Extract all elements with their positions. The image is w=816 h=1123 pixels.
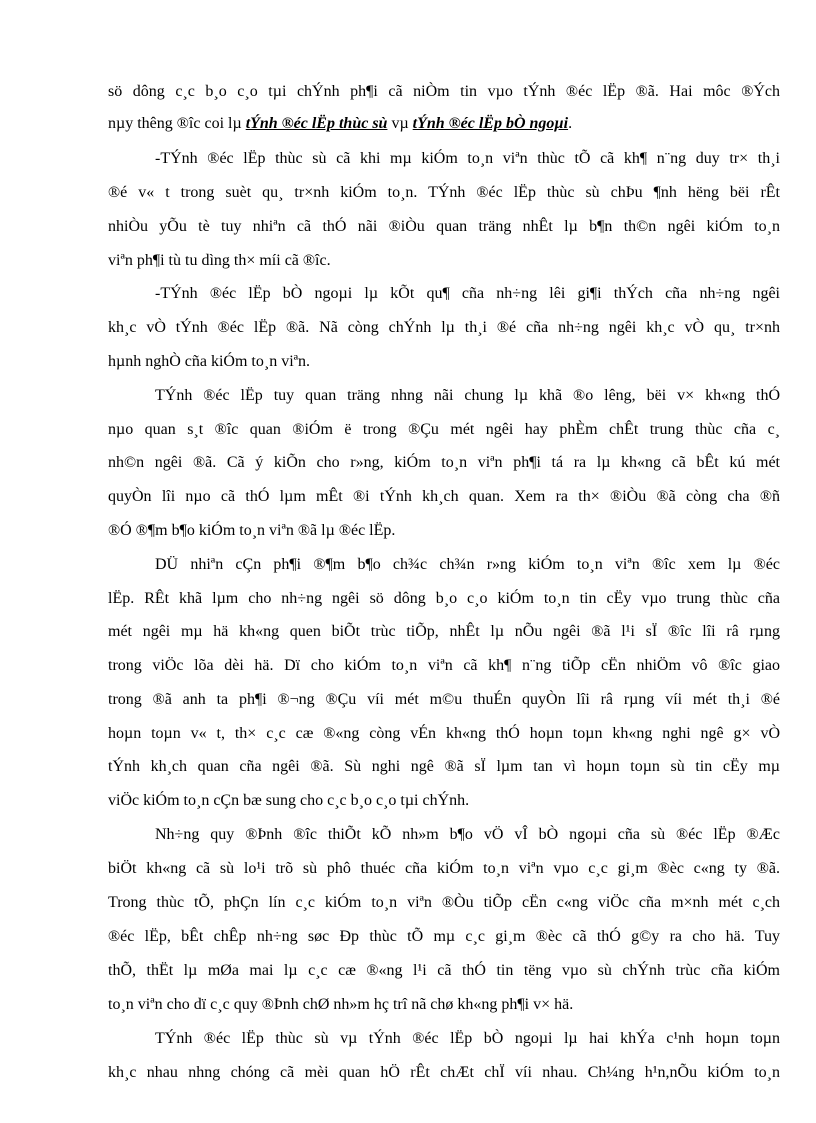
text-line: DÜ nhiªn cÇn ph¶i ®¶m b¶o ch¾c ch¾n r»ng kiÓm to¸n viªn ®îc xem lµ ®éc (155, 556, 780, 573)
text-line: trong viÖc lõa dèi hä. Dï cho kiÓm to¸n viªn cã kh¶ n¨ng tiÕp cËn nhiÖm vô ®îc giao (108, 657, 780, 674)
text-line: nhiÒu yÕu tè tuy nhiªn cã thÓ nãi ®iÒu quan träng nhÊt lµ b¶n th©n ngêi kiÓm to¸n (108, 218, 780, 235)
text-line: ®é v« t trong suèt qu¸ tr×nh kiÓm to¸n. TÝnh ®éc lËp thùc sù chÞu ¶nh hëng bëi rÊt (108, 184, 780, 201)
text-line: hoµn toµn v« t, th× c¸c cæ ®«ng còng vÉn kh«ng thÓ hoµn toµn kh«ng nghi ngê g× vÒ (108, 725, 780, 742)
text-run: vµ (387, 115, 413, 132)
text-line: sö dông c¸c b¸o c¸o tµi chÝnh ph¶i cã niÒm tin vµo tÝnh ®éc lËp ®ã. Hai môc ®Ých (108, 83, 780, 100)
text-line: hµnh nghÒ cña kiÓm to¸n viªn. (108, 353, 311, 370)
text-line: quyÒn lîi nµo cã thÓ lµm mÊt ®i tÝnh kh¸ch quan. Xem ra th× ®iÒu ®ã còng cha ®ñ (108, 488, 780, 505)
text-line: mét ngêi mµ hä kh«ng quen biÕt trùc tiÕp, nhÊt lµ nÕu ngêi ®ã l¹i sÏ ®îc lîi râ rµng (108, 623, 780, 640)
text-line: to¸n viªn cho dï c¸c quy ®Þnh chØ nh»m hç trî nã chø kh«ng ph¶i v× hä. (108, 996, 574, 1013)
text-line: thÕ, thËt lµ mØa mai lµ c¸c cæ ®«ng l¹i cã thÓ tin tëng vµo sù chÝnh trùc cña kiÓm (108, 962, 780, 979)
text-run: nµy thêng ®îc coi lµ (108, 115, 246, 132)
text-line: tÝnh kh¸ch quan cña ngêi ®ã. Sù nghi ngê ®ã sÏ lµm tan vì hoµn toµn sù tin cËy mµ (108, 758, 780, 775)
text-line (108, 114, 780, 134)
text-line: ®éc lËp, bÊt chÊp nh÷ng søc Ðp thùc tÕ mµ c¸c gi¸m ®èc cã thÓ g©y ra cho hä. Tuy (108, 928, 780, 945)
text-line: nh©n ngêi ®ã. Cã ý kiÕn cho r»ng, kiÓm to¸n viªn ph¶i tá ra lµ kh«ng cã bÊt kú mét (108, 454, 780, 471)
emphasized-term: tÝnh ®éc lËp bÒ ngoµi (412, 115, 569, 132)
text-line: -TÝnh ®éc lËp bÒ ngoµi lµ kÕt qu¶ cña nh÷ng lêi gi¶i thÝch cña nh÷ng ngêi (155, 285, 780, 302)
text-line: TÝnh ®éc lËp tuy quan träng nhng nãi chung lµ khã ®o lêng, bëi v× kh«ng thÓ (155, 387, 780, 404)
text-line: TÝnh ®éc lËp thùc sù vµ tÝnh ®éc lËp bÒ ngoµi lµ hai khÝa c¹nh hoµn toµn (155, 1030, 780, 1047)
text-line: nµo quan s¸t ®îc quan ®iÓm ë trong ®Çu mét ngêi hay phÈm chÊt trung thùc cña c¸ (108, 421, 780, 438)
text-line: trong ®ã anh ta ph¶i ®¬ng ®Çu víi mét m©u thuÉn quyÒn lîi râ rµng víi mét th¸i ®é (108, 691, 780, 708)
text-run: . (568, 115, 573, 132)
text-line: biÖt kh«ng cã sù lo¹i trõ sù phô thuéc cña kiÓm to¸n viªn vµo c¸c gi¸m ®èc c«ng ty ®ã. (108, 860, 780, 877)
text-line: viÖc kiÓm to¸n cÇn bæ sung cho c¸c b¸o c¸o tµi chÝnh. (108, 792, 470, 809)
text-line: ®Ó ®¶m b¶o kiÓm to¸n viªn ®ã lµ ®éc lËp. (108, 522, 396, 539)
text-line: kh¸c vÒ tÝnh ®éc lËp ®ã. Nã còng chÝnh lµ th¸i ®é cña nh÷ng ngêi kh¸c vÒ qu¸ tr×nh (108, 319, 780, 336)
text-line: viªn ph¶i tù tu dìng th× míi cã ®îc. (108, 252, 331, 269)
emphasized-term: tÝnh ®éc lËp thùc sù (245, 115, 388, 132)
text-line: kh¸c nhau nhng chóng cã mèi quan hÖ rÊt chÆt chÏ víi nhau. Ch¼ng h¹n,nÕu kiÓm to¸n (108, 1064, 780, 1081)
text-line: Nh÷ng quy ®Þnh ®îc thiÕt kÕ nh»m b¶o vÖ vÎ bÒ ngoµi cña sù ®éc lËp ®Æc (155, 826, 780, 843)
text-line: Trong thùc tÕ, phÇn lín c¸c kiÓm to¸n viªn ®Òu tiÕp cËn c«ng viÖc cña m×nh mét c¸ch (108, 894, 780, 911)
text-line: -TÝnh ®éc lËp thùc sù cã khi mµ kiÓm to¸n viªn thùc tÕ cã kh¶ n¨ng duy tr× th¸i (155, 150, 780, 167)
text-line: lËp. RÊt khã lµm cho nh÷ng ngêi sö dông b¸o c¸o kiÓm to¸n tin cËy vµo trung thùc cña (108, 590, 780, 607)
